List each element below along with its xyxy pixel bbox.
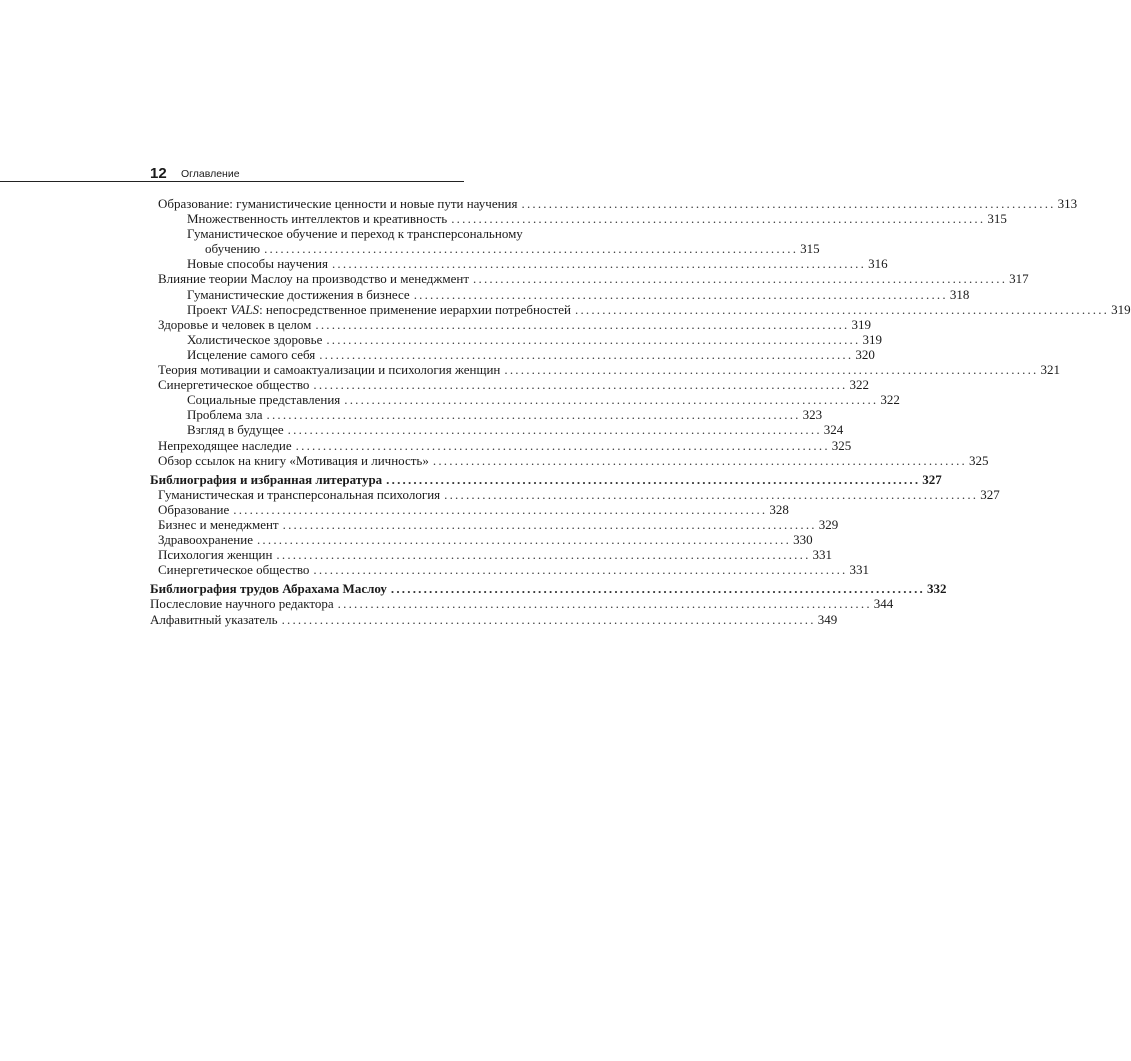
toc-chapter-entry[interactable]: Библиография и избранная литература .................................................................................................. 327: [150, 471, 942, 487]
leader-dots: ..................................................................................................: [413, 286, 948, 302]
toc-entry[interactable]: Здравоохранение .................................................................................................. 330: [158, 532, 813, 548]
running-header: [150, 166, 614, 182]
toc-entry[interactable]: Синергетическое общество .................................................................................................. 331: [158, 562, 869, 578]
leader-dots: ..................................................................................................: [451, 211, 986, 227]
table-of-contents: [150, 196, 1131, 627]
toc-chapter-entry[interactable]: Алфавитный указатель .................................................................................................. 349: [150, 611, 838, 627]
leader-dots: ..................................................................................................: [521, 196, 1056, 211]
leader-dots: ..................................................................................................: [287, 422, 822, 438]
running-title: Оглавление: [181, 168, 240, 180]
leader-dots: ..................................................................................................: [326, 331, 861, 347]
toc-chapter-entry[interactable]: Послесловие научного редактора .................................................................................................. 344: [150, 596, 894, 612]
toc-entry[interactable]: Теория мотивации и самоактуализации и психология женщин .................................................................................................. 321: [158, 362, 1060, 378]
page-number: 12: [150, 165, 167, 182]
leader-dots: ..................................................................................................: [344, 392, 879, 408]
toc-entry[interactable]: Взгляд в будущее .................................................................................................. 324: [187, 422, 844, 438]
leader-dots: ..................................................................................................: [432, 452, 967, 468]
leader-dots: ..................................................................................................: [337, 596, 872, 612]
leader-dots: ..................................................................................................: [386, 471, 921, 487]
toc-entry[interactable]: Исцеление самого себя .................................................................................................. 320: [187, 346, 875, 362]
leader-dots: ..................................................................................................: [281, 611, 816, 627]
toc-entry[interactable]: Множественность интеллектов и креативность .................................................................................................. 315: [187, 211, 1007, 227]
toc-entry[interactable]: Новые способы научения .................................................................................................. 316: [187, 256, 888, 272]
toc-entry[interactable]: Образование: гуманистические ценности и новые пути научения .................................................................................................. 313: [158, 196, 1078, 211]
toc-entry[interactable]: Социальные представления .................................................................................................. 322: [187, 392, 900, 408]
toc-entry[interactable]: Здоровье и человек в целом .................................................................................................. 319: [158, 316, 871, 332]
toc-entry[interactable]: Проблема зла .................................................................................................. 323: [187, 407, 823, 423]
leader-dots: ..................................................................................................: [233, 501, 768, 517]
toc-entry[interactable]: Образование .................................................................................................. 328: [158, 501, 789, 517]
leader-dots: ..................................................................................................: [575, 301, 1110, 317]
toc-entry[interactable]: Влияние теории Маслоу на производство и менеджмент .................................................................................................. 317: [158, 271, 1029, 287]
leader-dots: ..................................................................................................: [276, 547, 811, 563]
leader-dots: ..................................................................................................: [313, 562, 848, 578]
header-rule: [0, 181, 464, 182]
toc-entry-continuation[interactable]: обучению .................................................................................................. 315: [205, 241, 820, 257]
leader-dots: ..................................................................................................: [444, 486, 979, 502]
leader-dots: ..................................................................................................: [473, 271, 1008, 287]
leader-dots: ..................................................................................................: [331, 256, 867, 272]
leader-dots: ..................................................................................................: [266, 407, 801, 423]
leader-dots: ..................................................................................................: [504, 362, 1039, 378]
toc-entry[interactable]: Бизнес и менеджмент .................................................................................................. 329: [158, 516, 839, 532]
leader-dots: ..................................................................................................: [390, 581, 926, 597]
toc-entry[interactable]: Психология женщин .................................................................................................. 331: [158, 547, 833, 563]
toc-entry[interactable]: Холистическое здоровье .................................................................................................. 319: [187, 331, 882, 347]
toc-chapter-entry[interactable]: Библиография трудов Абрахама Маслоу .................................................................................................. 332: [150, 581, 947, 597]
leader-dots: ..................................................................................................: [295, 437, 830, 453]
leader-dots: ..................................................................................................: [319, 346, 854, 362]
leader-dots: ..................................................................................................: [282, 516, 817, 532]
toc-entry-first-line[interactable]: Гуманистическое обучение и переход к трансперсональному: [187, 226, 523, 242]
leader-dots: ..................................................................................................: [264, 241, 799, 257]
toc-entry[interactable]: Обзор ссылок на книгу «Мотивация и личность» .................................................................................................. 325: [158, 452, 989, 468]
leader-dots: ..................................................................................................: [315, 316, 850, 332]
toc-entry[interactable]: Гуманистическая и трансперсональная психология .................................................................................................. 327: [158, 486, 1000, 502]
leader-dots: ..................................................................................................: [256, 532, 792, 548]
toc-entry[interactable]: Синергетическое общество .................................................................................................. 322: [158, 377, 869, 393]
toc-entry[interactable]: Непреходящее наследие .................................................................................................. 325: [158, 437, 852, 453]
leader-dots: ..................................................................................................: [313, 377, 848, 393]
toc-entry[interactable]: Проект VALS: непосредственное применение иерархии потребностей .................................................................................................. 319: [187, 301, 1131, 317]
toc-entry[interactable]: Гуманистические достижения в бизнесе .................................................................................................. 318: [187, 286, 970, 302]
